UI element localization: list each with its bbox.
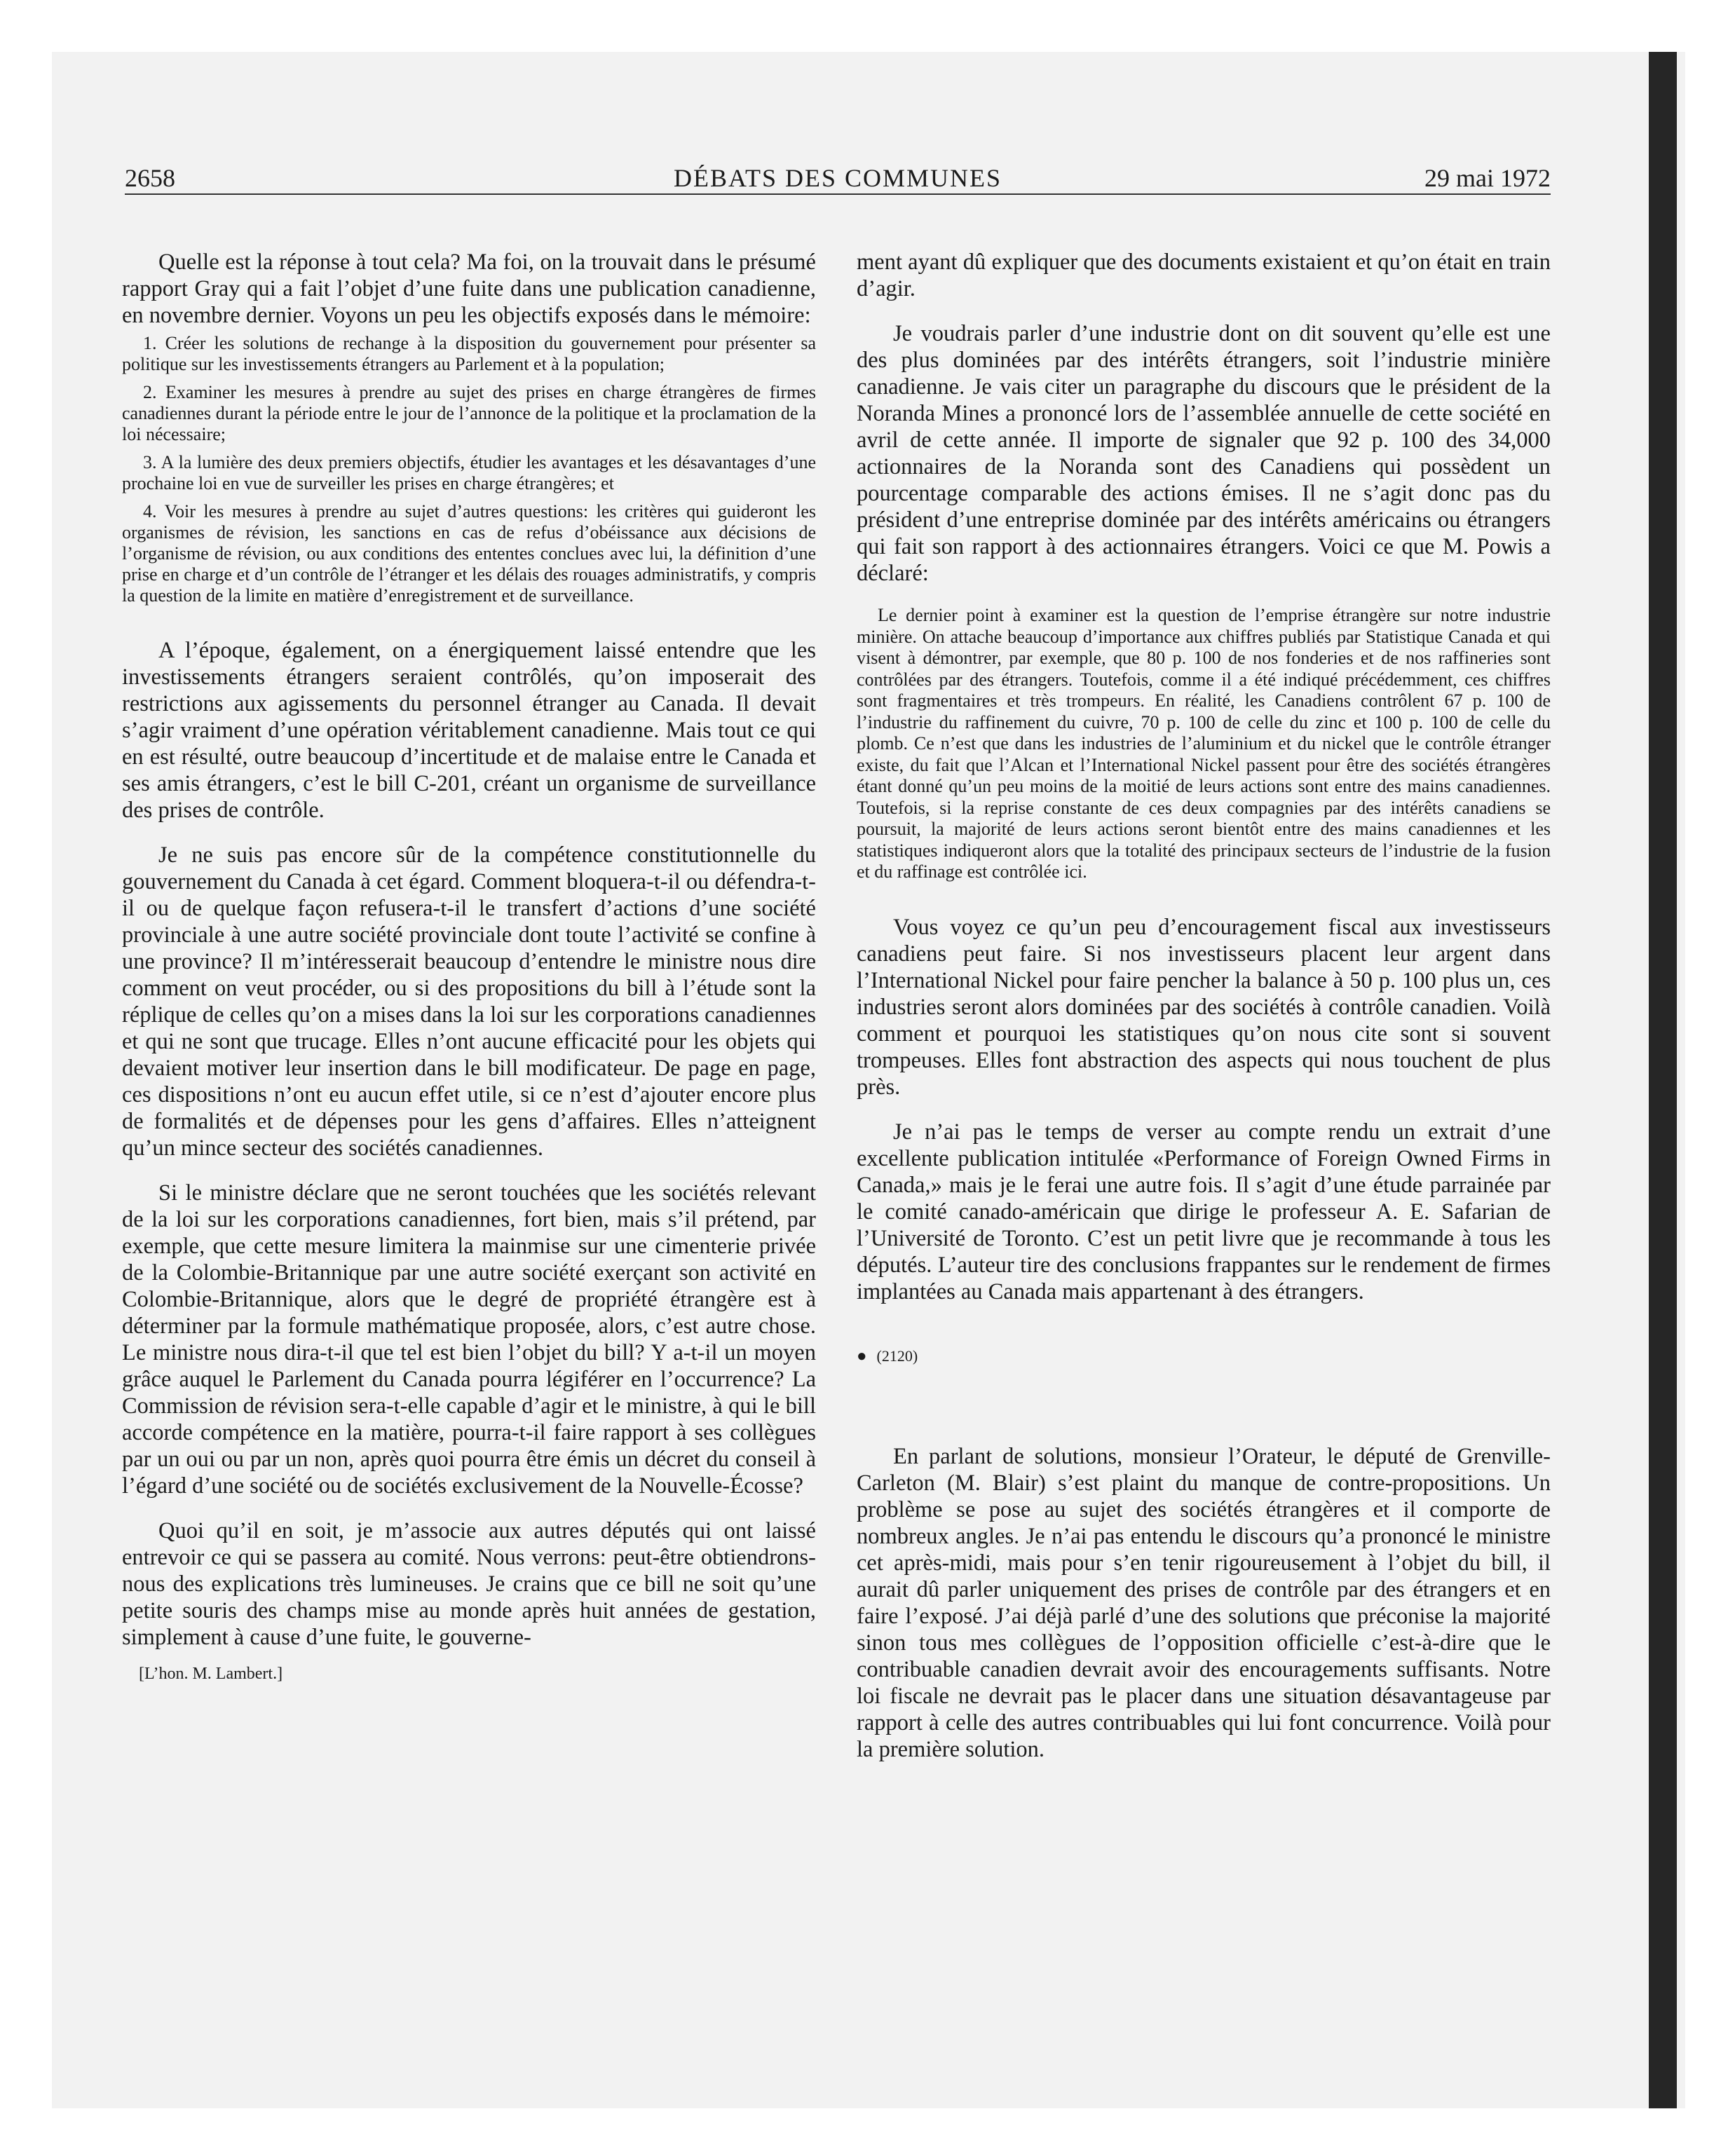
left-column <box>122 249 816 1684</box>
publication-title: DÉBATS DES COMMUNES <box>673 164 1002 192</box>
objective-item: 1. Créer les solutions de rechange à la disposition du gouvernement pour présenter sa politique sur les investissements étrangers au Parlement et à la population; <box>122 333 816 374</box>
objective-item: 2. Examiner les mesures à prendre au sujet des prises en charge étrangères de firmes canadiennes durant la période entre le jour de l’annonce de la politique et la proclamation de la loi nécessaire; <box>122 382 816 444</box>
block-quote: Le dernier point à examiner est la question de l’emprise étrangère sur notre industrie minière. On attache beaucoup d’importance aux chiffres publiés par Statistique Canada et qui visent à démontrer, par exemple, que 80 p. 100 de nos fonderies et de nos raffineries sont contrôlées par des étrangers. Toutefois, comme il a été indiqué précédemment, ces chiffres sont fragmentaires et très trompeurs. En réalité, les Canadiens contrôlent 67 p. 100 de l’industrie du raffinement du cuivre, 70 p. 100 de celle du zinc et 100 p. 100 de celle du plomb. Ce n’est que dans les industries de l’aluminium et du nickel que le contrôle étranger existe, du fait que l’Alcan et l’International Nickel passent pour être des sociétés étrangères étant donné qu’un peu moins de la moitié de leurs actions sont entre des mains canadiennes. Toutefois, si la reprise constante de ces deux compagnies par des intérêts canadiens se poursuit, la majorité de leurs actions seront bientôt entre des mains canadiennes et les statistiques indiqueront alors que la totalité des principaux secteurs de l’industrie de la fusion et du raffinage est contrôlée ici. <box>857 605 1551 882</box>
page-header <box>125 163 1551 195</box>
body-paragraph: A l’époque, également, on a énergiquement laissé entendre que les investissements étrangers seraient contrôlés, qu’on imposerait des restrictions aux agissements du personnel étranger au Canada. Il devait s’agir vraiment d’une opération véritablement canadienne. Mais tout ce qui en est résulté, outre beaucoup d’incertitude et de malaise entre le Canada et ses amis étrangers, c’est le bill C-201, créant un organisme de surveillance des prises de contrôle. <box>122 638 816 823</box>
objective-item: 3. A la lumière des deux premiers objectifs, étudier les avantages et les désavantages d’une prochaine loi en vue de surveiller les prises en charge étrangères; et <box>122 452 816 493</box>
time-marker <box>857 1347 1551 1366</box>
page-date: 29 mai 1972 <box>1424 164 1551 192</box>
page-number: 2658 <box>125 164 175 192</box>
intro-paragraph: Quelle est la réponse à tout cela? Ma foi, on la trouvait dans le présumé rapport Gray qui a fait l’objet d’une fuite dans une publication canadienne, en novembre dernier. Voyons un peu les objectifs exposés dans le mémoire: <box>122 250 816 328</box>
speaker-tag: [L’hon. M. Lambert.] <box>139 1665 283 1683</box>
scan-edge-bar <box>1649 52 1677 2108</box>
objective-item: 4. Voir les mesures à prendre au sujet d’autres questions: les critères qui guideront les organismes de révision, les sanctions en cas de refus d’obéissance aux décisions de l’organisme de révision, ou aux conditions des ententes conclues avec lui, la définition d’une prise en charge et d’un contrôle de l’étranger et les délais des rouages administratifs, y compris la question de la limite en matière d’enregistrement et de surveillance. <box>122 501 816 606</box>
body-paragraph: Si le ministre déclare que ne seront touchées que les sociétés relevant de la loi sur les corporations canadiennes, fort bien, mais s’il prétend, par exemple, que cette mesure limitera la mainmise sur une cimenterie privée de la Colombie-Britannique par une autre société exerçant son activité en Colombie-Britannique, alors que le degré de propriété étrangère est à déterminer par la formule mathématique proposée, alors, c’est autre chose. Le ministre nous dira-t-il que tel est bien l’objet du bill? Y a-t-il un moyen grâce auquel le Parlement du Canada pourra légiférer en l’occurrence? La Commission de révision sera-t-elle capable d’agir et le ministre, à qui le bill accorde compétence en la matière, pourra-t-il faire rapport à ses collègues par un oui ou par un non, après quoi pourra être émis un décret du conseil à l’égard d’une société ou de sociétés exclusivement de la Nouvelle-Écosse? <box>122 1180 816 1499</box>
continuation-paragraph: ment ayant dû expliquer que des documents existaient et qu’on était en train d’agir. <box>857 250 1551 301</box>
time-marker-text: (2120) <box>876 1346 918 1365</box>
body-paragraph: En parlant de solutions, monsieur l’Orateur, le député de Grenville-Carleton (M. Blair) s’est plaint du manque de contre-propositions. Un problème se pose au sujet des sociétés étrangères et il comporte de nombreux angles. Je n’ai pas entendu le discours qu’a prononcé le ministre cet après-midi, mais pour s’en tenir rigoureusement à l’objet du bill, il aurait dû parler uniquement des prises de contrôle par des étrangers et en faire l’exposé. J’ai déjà parlé d’une des solutions que préconise la majorité sinon tous mes collègues de l’opposition officielle c’est-à-dire que le contribuable canadien devrait avoir des encouragements suffisants. Notre loi fiscale ne devrait pas le placer dans une situation désavantageuse par rapport à celle des autres contribuables qui lui font concurrence. Voilà pour la première solution. <box>857 1443 1551 1762</box>
body-paragraph: Je n’ai pas le temps de verser au compte rendu un extrait d’une excellente publication intitulée «Performance of Foreign Owned Firms in Canada,» mais je le ferai une autre fois. Il s’agit d’une étude parrainée par le comité canado-américain que dirige le professeur A. E. Safarian de l’Université de Toronto. C’est un petit livre que je recommande à tous les députés. L’auteur tire des conclusions frappantes sur le rendement de firmes implantées au Canada mais appartenant à des étrangers. <box>857 1119 1551 1304</box>
body-paragraph: Quoi qu’il en soit, je m’associe aux autres députés qui ont laissé entrevoir ce qui se passera au comité. Nous verrons: peut-être obtiendrons-nous des explications très lumineuses. Je crains que ce bill ne soit qu’une petite souris des champs mise au monde après huit années de gestation, simplement à cause d’une fuite, le gouverne- <box>122 1518 816 1650</box>
body-paragraph: Je voudrais parler d’une industrie dont on dit souvent qu’elle est une des plus dominées par des intérêts étrangers, soit l’industrie minière canadienne. Je vais citer un paragraphe du discours que le président de la Noranda Mines a prononcé lors de l’assemblée annuelle de cette société en avril de cette année. Il importe de signaler que 92 p. 100 des 34,000 actionnaires de la Noranda sont des Canadiens qui possèdent un pourcentage comparable des actions émises. Il ne s’agit donc pas du président d’une entreprise dominée par des intérêts américains ou étrangers qui fait son rapport à des actionnaires étrangers. Voici ce que M. Powis a déclaré: <box>857 321 1551 586</box>
right-column <box>857 249 1551 1781</box>
body-paragraph: Vous voyez ce qu’un peu d’encouragement fiscal aux investisseurs canadiens peut faire. Si nos investisseurs placent leur argent dans l’International Nickel pour faire pencher la balance à 50 p. 100 plus un, ces industries seront alors dominées par des sociétés à contrôle canadien. Voilà comment et pourquoi les statistiques qu’on nous cite sont si souvent trompeuses. Elles font abstraction des aspects qui nous touchent de plus près. <box>857 914 1551 1100</box>
bullet-icon: ● <box>857 1346 867 1365</box>
body-paragraph: Je ne suis pas encore sûr de la compétence constitutionnelle du gouvernement du Canada à cet égard. Comment bloquera-t-il ou défendra-t-il ou de quelque façon refusera-t-il le transfert d’actions d’une société provinciale à une autre société provinciale dont toute l’activité se confine à une province? Il m’intéresserait beaucoup d’entendre le ministre nous dire comment on veut procéder, ou si des propositions du bill à l’étude sont la réplique de celles qu’on a mises dans la loi sur les corporations canadiennes et qui ne sont que trucage. Elles n’ont aucune efficacité pour les objets qui devaient motiver leur insertion dans le bill modificateur. De page en page, ces dispositions n’ont eu aucun effet utile, si ce n’est d’ajouter encore plus de formalités et de dépenses pour les gens d’affaires. Elles n’atteignent qu’un mince secteur des sociétés canadiennes. <box>122 842 816 1161</box>
